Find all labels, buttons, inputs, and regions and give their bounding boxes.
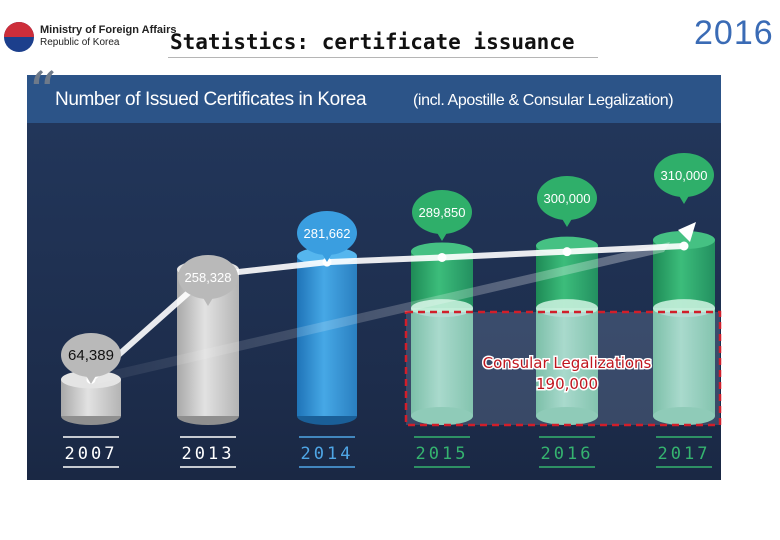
value-label: 310,000 [660,168,708,183]
chart-subtitle-sub: (incl. Apostille & Consular Legalization) [413,92,674,109]
tick-2015 [414,437,470,467]
tick-label: 2015 [415,444,469,464]
tick-2016 [539,437,595,467]
callout-2015 [412,190,472,241]
quote-mark-icon: “ [28,61,57,126]
value-label: 300,000 [543,191,591,206]
tick-2014 [299,437,355,467]
chart-subtitle-main: Number of Issued Certificates in Korea [55,89,367,110]
tick-label: 2007 [64,444,118,464]
year-logo: 2016 [694,14,774,52]
annotation-label: Consular Legalizations [482,354,652,372]
x-axis [63,437,712,467]
tick-2017 [656,437,712,467]
tick-2007 [63,437,119,467]
callout-2016 [537,176,597,227]
callout-pointer [561,217,573,227]
value-label: 281,662 [303,226,351,241]
tick-2013 [180,437,236,467]
value-label: 64,389 [68,347,114,364]
tick-label: 2017 [657,444,711,464]
annotation-value: 190,000 [535,375,599,393]
bar-2014 [297,247,357,425]
bar-body [297,256,357,416]
callout-2017 [654,153,714,204]
value-label: 258,328 [184,270,232,285]
org-name-line1: Ministry of Foreign Affairs [40,24,177,36]
page-title: Statistics: certificate issuance [170,30,575,54]
callout-pointer [678,194,690,204]
callout-pointer [436,231,448,241]
tick-label: 2016 [540,444,594,464]
value-label: 289,850 [418,205,466,220]
org-name-line2: Republic of Korea [40,37,120,48]
tick-label: 2013 [181,444,235,464]
tick-label: 2014 [300,444,354,464]
